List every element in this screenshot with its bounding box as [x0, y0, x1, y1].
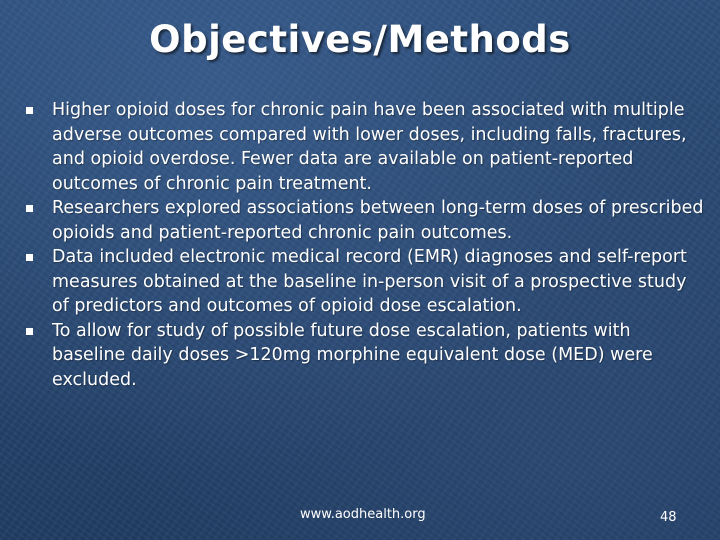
bullet-item	[26, 98, 706, 196]
bullet-item	[26, 196, 706, 245]
square-bullet-icon	[26, 328, 33, 335]
slide-title: Objectives/Methods	[149, 18, 571, 61]
bullet-item	[26, 245, 706, 319]
footer-url: www.aodhealth.org	[300, 507, 426, 522]
square-bullet-icon	[26, 205, 33, 212]
bullet-text: Higher opioid doses for chronic pain have been associated with multiple adverse outcomes compared with lower doses, including falls, fractures, and opioid overdose. Fewer data are available on patient-reported outcomes of chronic pain treatment.	[52, 100, 687, 194]
bullet-list	[26, 98, 706, 392]
bullet-text: Data included electronic medical record (EMR) diagnoses and self-report measures obtained at the baseline in-person visit of a prospective study of predictors and outcomes of opioid dose escalation.	[52, 247, 687, 316]
square-bullet-icon	[26, 254, 33, 261]
bullet-text: To allow for study of possible future dose escalation, patients with baseline daily doses >120mg morphine equivalent dose (MED) were excluded.	[52, 320, 653, 390]
square-bullet-icon	[26, 107, 33, 114]
bullet-item	[26, 319, 706, 393]
page-number: 48	[660, 510, 677, 525]
bullet-text: Researchers explored associations between long-term doses of prescribed opioids and patient-reported chronic pain outcomes.	[52, 198, 704, 243]
